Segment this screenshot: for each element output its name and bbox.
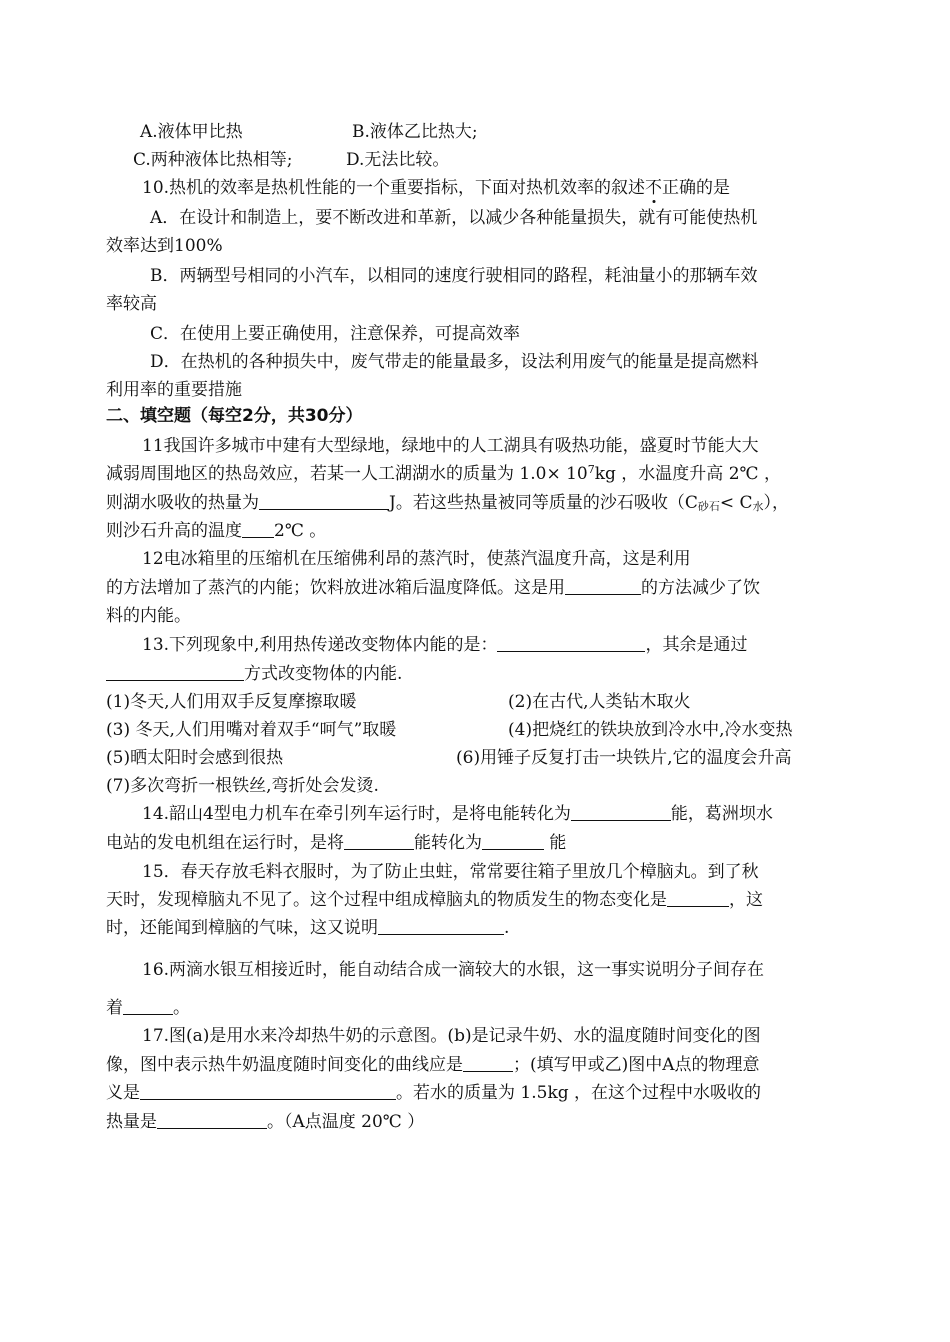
q13-item-4: (4)把烧红的铁块放到冷水中,冷水变热 (508, 720, 793, 740)
q13-item-3: (3) 冬天,人们用嘴对着双手“呵气”取暖 (106, 720, 397, 740)
q12-line2: 的方法增加了蒸汽的内能；饮料放进冰箱后温度降低。这是用 的方法减少了饮 (106, 578, 760, 598)
answer-blank[interactable] (497, 633, 645, 652)
q11-line2: 减弱周围地区的热岛效应，若某一人工湖湖水的质量为 $1.0\times 10^7kg$ ，水温度升高 2℃ ， (106, 463, 781, 484)
q9-option-b: B.液体乙比热大; (352, 122, 478, 142)
q10-option-a-line2: 效率达到100% (106, 236, 223, 256)
q11-line4: 则沙石升高的温度 2℃ 。 (106, 521, 327, 541)
q13-item-7: (7)多次弯折一根铁丝,弯折处会发烫. (106, 776, 379, 796)
q10-option-d-line1: D．在热机的各种损失中，废气带走的能量最多，设法利用废气的能量是提高燃料 (150, 352, 759, 372)
q12-line3: 料的内能。 (106, 606, 191, 626)
answer-blank[interactable] (482, 831, 544, 850)
q10-option-b-line1: B．两辆型号相同的小汽车，以相同的速度行驶相同的路程，耗油量小的那辆车效 (150, 266, 758, 286)
section-heading: 二、填空题（每空2分，共30分） (106, 406, 363, 426)
q13-item-1: (1)冬天,人们用双手反复摩擦取暖 (106, 692, 357, 712)
emphasis-dot-char: 不 (645, 178, 663, 198)
q10-option-c: C．在使用上要正确使用，注意保养，可提高效率 (150, 324, 521, 344)
answer-blank[interactable] (157, 1110, 267, 1129)
q16-line1: 16.两滴水银互相接近时，能自动结合成一滴较大的水银，这一事实说明分子间存在 (142, 960, 765, 980)
q15-line1: 15．春天存放毛料衣服时，为了防止虫蛀，常常要往箱子里放几个樟脑丸。到了秋 (142, 862, 759, 882)
q17-line2: 像，图中表示热牛奶温度随时间变化的曲线应是 ；(填写甲或乙)图中A点的物理意 (106, 1055, 760, 1075)
q13-line2: 方式改变物体的内能. (106, 660, 402, 688)
q13-item-6: (6)用锤子反复打击一块铁片,它的温度会升高 (456, 748, 792, 768)
q11-line1: 11我国许多城市中建有大型绿地，绿地中的人工湖具有吸热功能，盛夏时节能大大 (142, 436, 759, 456)
q9-option-a: A.液体甲比热 (140, 122, 243, 142)
q14-line2: 电站的发电机组在运行时，是将 能转化为 能 (106, 833, 567, 853)
answer-blank[interactable] (123, 996, 173, 1015)
q11-line3: 则湖水吸收的热量为 J。若这些热量被同等质量的沙石吸收$(C_{砂石}< C_水)$， (106, 493, 789, 513)
answer-blank[interactable] (571, 802, 671, 821)
q17-line1: 17.图(a)是用水来冷却热牛奶的示意图。(b)是记录牛奶、水的温度随时间变化的图 (142, 1026, 761, 1046)
answer-blank[interactable] (667, 888, 729, 907)
answer-blank[interactable] (106, 662, 244, 681)
q16-line2: 着 。 (106, 998, 190, 1018)
q15-line3: 时，还能闻到樟脑的气味，这又说明 . (106, 918, 510, 938)
answer-blank[interactable] (565, 576, 641, 595)
answer-blank[interactable] (378, 916, 504, 935)
answer-blank[interactable] (140, 1081, 396, 1100)
q12-line1: 12电冰箱里的压缩机在压缩佛利昂的蒸汽时，使蒸汽温度升高，这是利用 (142, 549, 691, 569)
q10-option-b-line2: 率较高 (106, 294, 157, 314)
q17-line4: 热量是 。（A点温度 20℃ ） (106, 1112, 425, 1132)
q10-stem: 10.热机的效率是热机性能的一个重要指标，下面对热机效率的叙述不正确的是 (142, 178, 731, 198)
q10-option-a-line1: A．在设计和制造上，要不断改进和革新，以减少各种能量损失，就有可能使热机 (150, 208, 758, 228)
answer-blank[interactable] (242, 519, 274, 538)
q13-item-5: (5)晒太阳时会感到很热 (106, 748, 284, 768)
q17-line3: 义是 。若水的质量为 1.5kg ，在这个过程中水吸收的 (106, 1083, 762, 1103)
q13-line1: 13.下列现象中,利用热传递改变物体内能的是： ，其余是通过 (142, 635, 748, 655)
q14-line1: 14.韶山4型电力机车在牵引列车运行时，是将电能转化为 能，葛洲坝水 (142, 804, 773, 824)
q9-option-d: D.无法比较。 (346, 150, 450, 170)
q15-line2: 天时，发现樟脑丸不见了。这个过程中组成樟脑丸的物质发生的物态变化是 ，这 (106, 890, 763, 910)
q10-option-d-line2: 利用率的重要措施 (106, 380, 242, 400)
answer-blank[interactable] (259, 491, 389, 510)
answer-blank[interactable] (463, 1053, 513, 1072)
q9-option-c: C.两种液体比热相等; (133, 150, 293, 170)
answer-blank[interactable] (344, 831, 414, 850)
q13-item-2: (2)在古代,人类钻木取火 (508, 692, 691, 712)
